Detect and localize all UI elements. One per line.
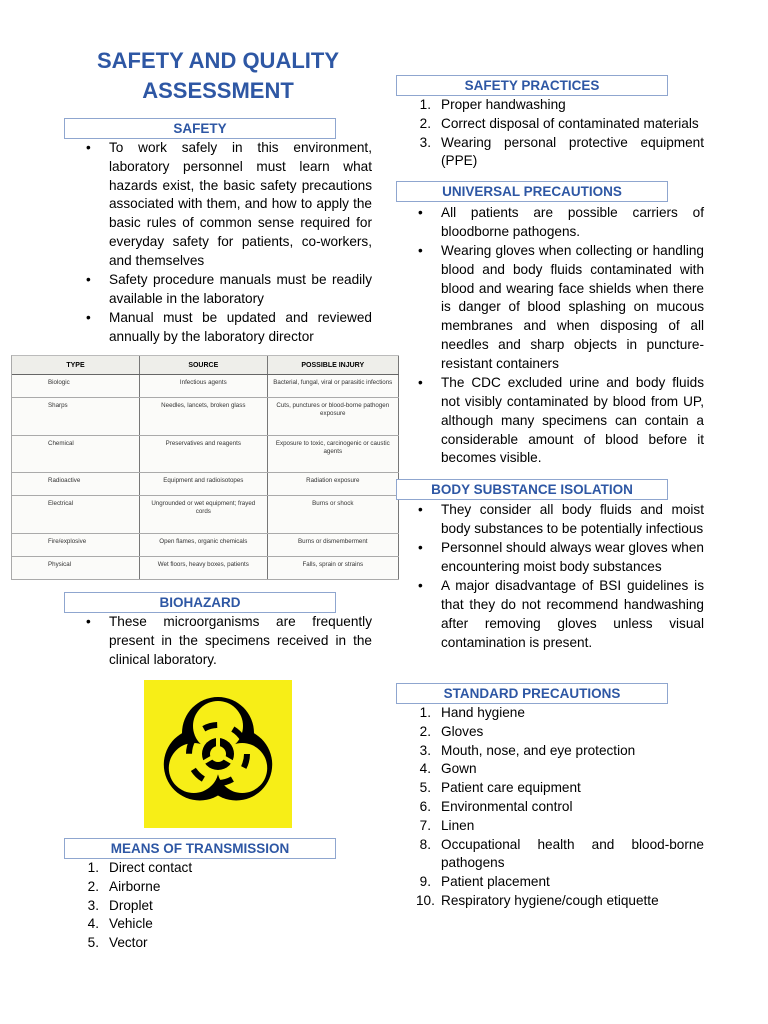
list-item: • The CDC excluded urine and body fluids not visibly contaminated by blood from UP, although many specimens can contain a considerable amount of blood before it becomes visible.	[416, 374, 704, 468]
table-cell: Electrical	[12, 496, 140, 533]
hazard-table	[12, 356, 399, 580]
list-item: 2. Airborne	[87, 878, 161, 894]
list-item: • Wearing gloves when collecting or handling blood and body fluids contaminated with blood and wearing face shields when there is danger of blood splashing on mucous membranes and when disposing of all needles and sharp objects in puncture-resistant containers	[416, 242, 704, 374]
table-header: SOURCE	[140, 356, 268, 375]
table-cell: Ungrounded or wet equipment; frayed cords	[140, 496, 268, 533]
safety-heading: SAFETY	[64, 118, 336, 139]
page-title: SAFETY AND QUALITY ASSESSMENT	[96, 48, 339, 103]
universal-heading: UNIVERSAL PRECAUTIONS	[396, 181, 668, 202]
table-cell: Needles, lancets, broken glass	[140, 398, 268, 435]
table-cell: Chemical	[12, 435, 140, 472]
list-item: 4. Gown	[419, 761, 477, 777]
list-item: • Personnel should always wear gloves when encountering moist body substances	[416, 539, 704, 577]
practices-list	[416, 96, 704, 171]
transmission-heading: MEANS OF TRANSMISSION	[64, 838, 336, 859]
list-item: 6. Environmental control	[419, 798, 573, 814]
table-cell: Wet floors, heavy boxes, patients	[140, 556, 268, 579]
table-row	[12, 375, 399, 398]
table-header: TYPE	[12, 356, 140, 375]
table-row	[12, 398, 399, 435]
table-cell: Biologic	[12, 375, 140, 398]
safety-section	[84, 139, 372, 347]
biohazard-heading: BIOHAZARD	[64, 592, 336, 613]
table-row	[12, 496, 399, 533]
table-cell: Burns or dismemberment	[267, 533, 398, 556]
list-item: • They consider all body fluids and moist body substances to be potentially infectious	[416, 501, 704, 539]
list-item: • A major disadvantage of BSI guidelines is that they do not recommend handwashing after removing gloves unless visual contamination is present.	[416, 577, 704, 652]
practices-heading: SAFETY PRACTICES	[396, 75, 668, 96]
table-cell: Radiation exposure	[267, 473, 398, 496]
hazard-table-image	[11, 355, 399, 580]
table-cell: Bacterial, fungal, viral or parasitic infections	[267, 375, 398, 398]
table-cell: Radioactive	[12, 473, 140, 496]
table-row	[12, 556, 399, 579]
list-item: 3. Mouth, nose, and eye protection	[419, 742, 636, 758]
list-item: • To work safely in this environment, laboratory personnel must learn what hazards exist, the basic safety precautions associated with them, and how to apply the basic rules of common sense required for everyday safety for patients, co-workers, and themselves	[84, 139, 372, 271]
transmission-list	[84, 859, 372, 953]
list-item: • All patients are possible carriers of bloodborne pathogens.	[416, 204, 704, 242]
list-item: 1. Proper handwashing	[419, 97, 566, 112]
list-item: 4. Vehicle	[87, 916, 153, 932]
standard-list	[416, 704, 704, 911]
list-item: 2. Gloves	[419, 723, 484, 739]
table-cell: Infectious agents	[140, 375, 268, 398]
table-cell: Cuts, punctures or blood-borne pathogen exposure	[267, 398, 398, 435]
list-item: 10. Respiratory hygiene/cough etiquette	[416, 892, 659, 908]
biohazard-section	[84, 613, 372, 670]
list-item: • These microorganisms are frequently present in the specimens received in the clinical laboratory.	[84, 613, 372, 669]
table-row	[12, 435, 399, 472]
list-item: 3. Wearing personal protective equipment (PPE)	[419, 134, 704, 169]
table-cell: Preservatives and reagents	[140, 435, 268, 472]
list-item: 2. Correct disposal of contaminated materials	[419, 115, 699, 131]
standard-section	[416, 704, 704, 911]
bsi-list	[416, 501, 704, 652]
table-cell: Fire/explosive	[12, 533, 140, 556]
table-cell: Open flames, organic chemicals	[140, 533, 268, 556]
list-item: • Manual must be updated and reviewed annually by the laboratory director	[84, 309, 372, 347]
universal-list	[416, 204, 704, 468]
standard-heading: STANDARD PRECAUTIONS	[396, 683, 668, 704]
list-item: 1. Hand hygiene	[419, 705, 525, 720]
biohazard-icon	[144, 680, 292, 828]
list-item: 7. Linen	[419, 817, 475, 833]
table-row	[12, 473, 399, 496]
biohazard-symbol	[144, 680, 292, 828]
table-cell: Burns or shock	[267, 496, 398, 533]
table-cell: Falls, sprain or strains	[267, 556, 398, 579]
transmission-section	[84, 859, 372, 953]
table-header: POSSIBLE INJURY	[267, 356, 398, 375]
bsi-heading: BODY SUBSTANCE ISOLATION	[396, 479, 668, 500]
table-cell: Sharps	[12, 398, 140, 435]
practices-section	[416, 96, 704, 171]
table-cell: Physical	[12, 556, 140, 579]
safety-list	[84, 139, 372, 347]
list-item: • Safety procedure manuals must be readily available in the laboratory	[84, 271, 372, 309]
biohazard-list	[84, 613, 372, 669]
bsi-section	[416, 501, 704, 653]
universal-section	[416, 204, 704, 469]
list-item: 5. Patient care equipment	[419, 780, 581, 796]
table-row	[12, 533, 399, 556]
list-item: 1. Direct contact	[87, 860, 193, 875]
table-cell: Equipment and radioisotopes	[140, 473, 268, 496]
list-item: 3. Droplet	[87, 897, 153, 913]
table-cell: Exposure to toxic, carcinogenic or caustic agents	[267, 435, 398, 472]
list-item: 5. Vector	[87, 935, 148, 951]
list-item: 8. Occupational health and blood-borne pathogens	[419, 836, 704, 871]
list-item: 9. Patient placement	[419, 874, 550, 890]
